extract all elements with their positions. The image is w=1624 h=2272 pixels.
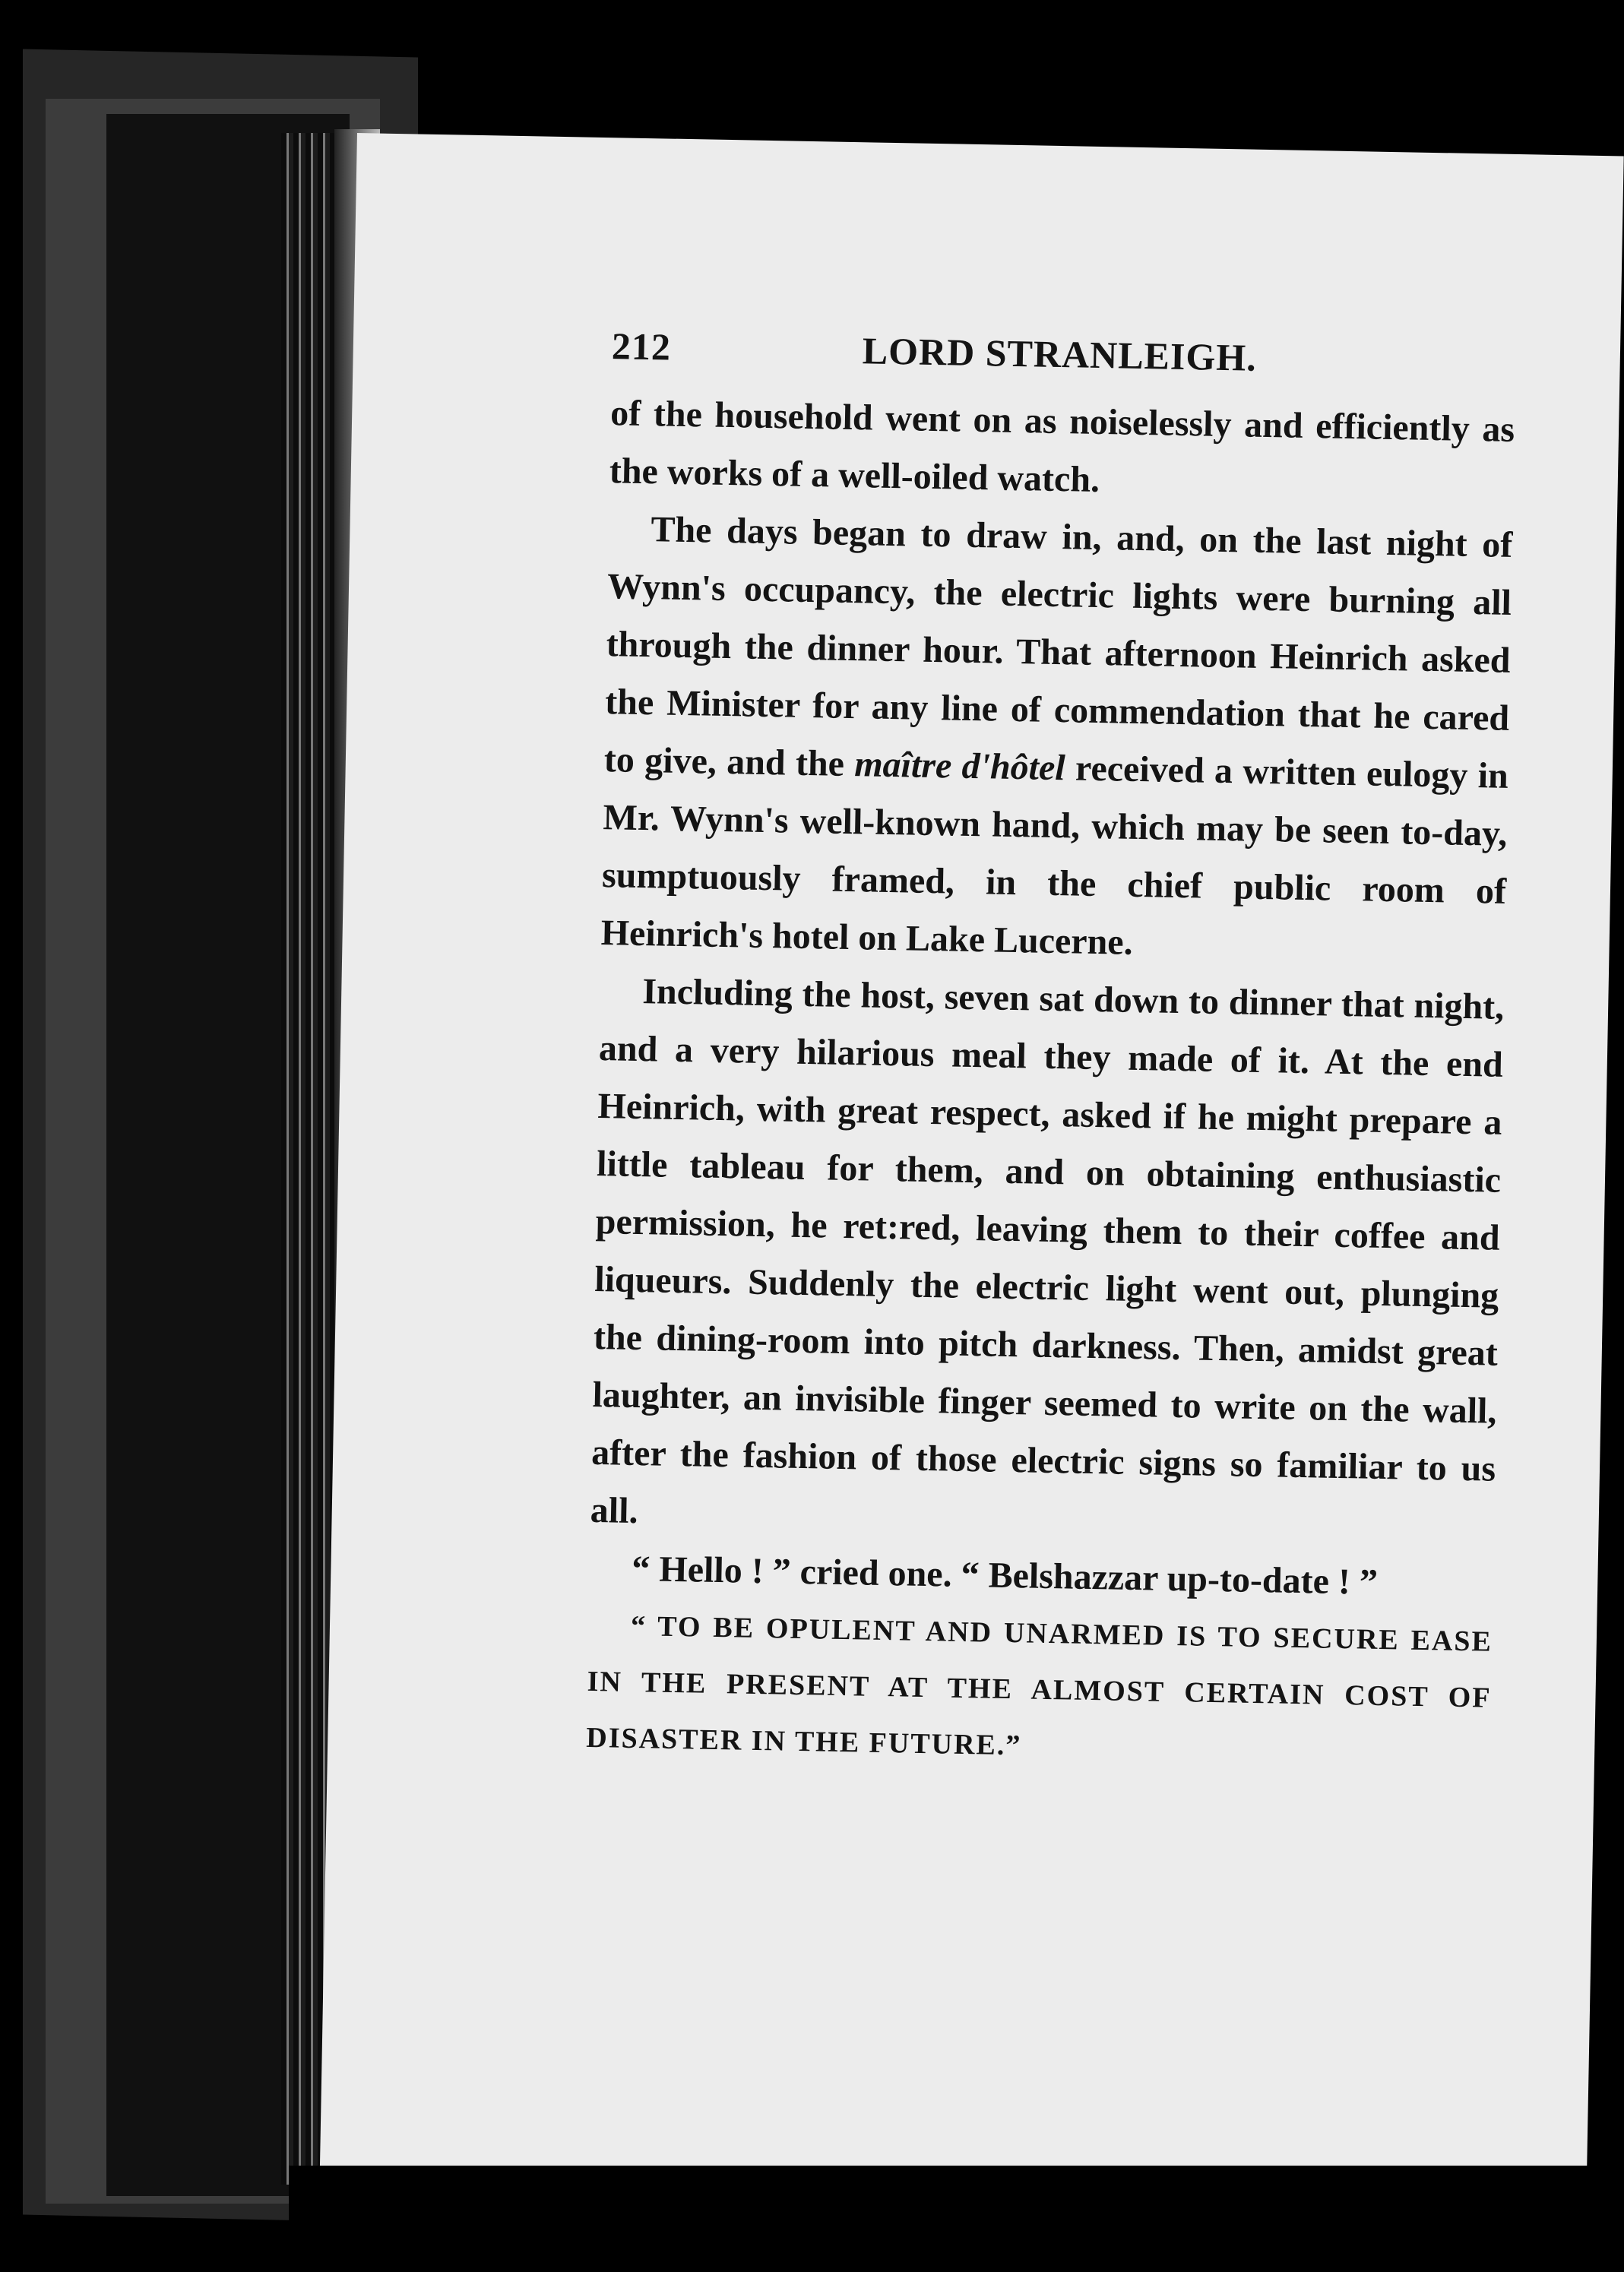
page-header xyxy=(611,324,1516,394)
paragraph-2-italic: maître d'hôtel xyxy=(853,744,1066,789)
book-page xyxy=(320,133,1624,2207)
paragraph-2 xyxy=(600,500,1513,979)
paragraph-2-part-a: The days began to draw in, and, on the last night of Wynn's occupancy, the electric lights were burning all through the dinner hour. That afternoon Heinrich asked the Minister for any line of commendation that he cared to give, and the xyxy=(603,509,1513,785)
bottom-shadow xyxy=(289,2166,1624,2272)
paragraph-5-sign: “ TO BE OPULENT AND UNARMED IS TO SECURE EASE IN THE PRESENT AT THE ALMOST CERTAIN COST OF DISASTER IN THE FUTURE.” xyxy=(585,1609,1493,1762)
page-content xyxy=(586,324,1517,1782)
running-title: LORD STRANLEIGH. xyxy=(862,329,1258,379)
paragraph-4: “ Hello ! ” cried one. “ Belshazzar up-to-date ! ” xyxy=(631,1548,1379,1603)
page-number: 212 xyxy=(611,324,672,369)
paragraph-3: Including the host, seven sat down to dinner that night, and a very hilarious meal they made of it. At the end Heinrich, with great respect, asked if he might prepare a little tableau for them, and on obtaining enthusiastic permission, he ret:red, leaving them to their coffee and liqueurs. Suddenly the electric light went out, plunging the dining-room into pitch darkness. Then, amidst great laughter, an invisible finger seemed to write on the wall, after the fashion of those electric signs so familiar to us all. xyxy=(590,971,1505,1532)
paragraph-2-part-b: received a written eulogy in Mr. Wynn's well-known hand, which may be seen to-day, sumptuously framed, in the chief public room of Heinrich's hotel on Lake Lucerne. xyxy=(600,748,1509,963)
paragraph-1: of the household went on as noiselessly and efficiently as the works of a well-oiled watch. xyxy=(609,393,1515,500)
